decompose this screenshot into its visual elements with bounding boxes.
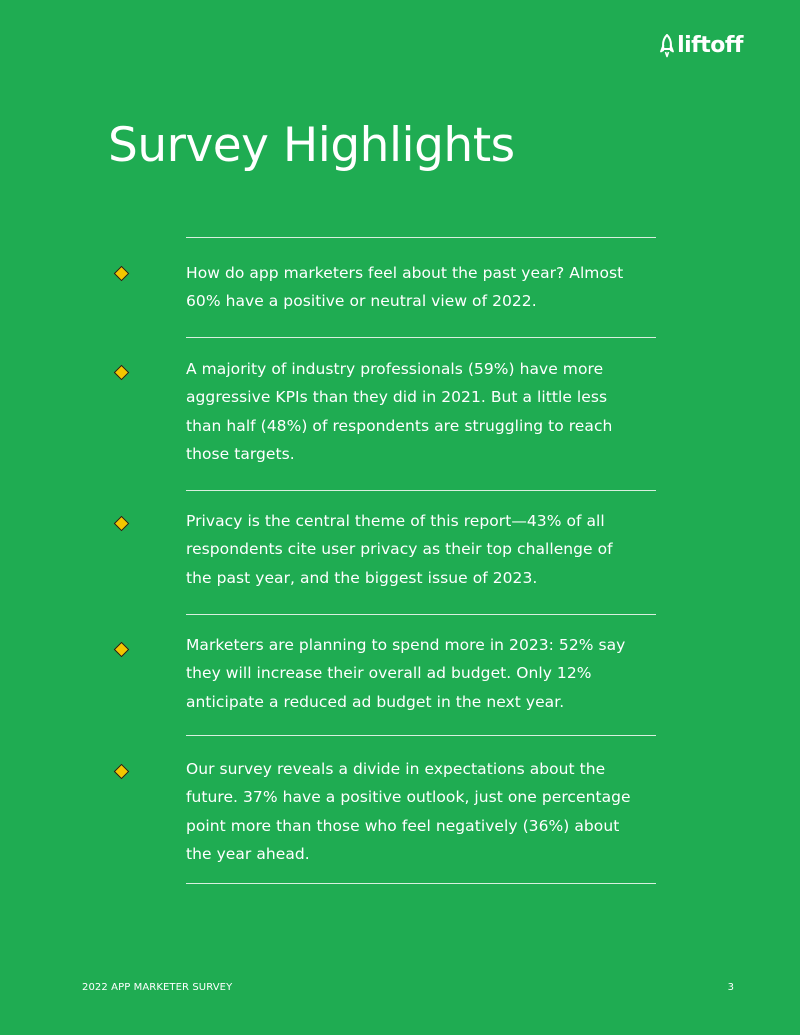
footer-label: 2022 APP MARKETER SURVEY <box>82 982 233 993</box>
highlight-item: Marketers are planning to spend more in 2023: 52% say they will increase their overall ad budget. Only 12% anticipate a reduced ad budget in the next year. <box>186 636 626 711</box>
highlight-item: Privacy is the central theme of this report—43% of all respondents cite user privacy as their top challenge of the past year, and the biggest issue of 2023. <box>186 512 613 587</box>
divider <box>186 883 656 884</box>
diamond-bullet-icon <box>114 642 130 658</box>
page-title: Survey Highlights <box>108 118 515 173</box>
divider <box>186 735 656 736</box>
brand-logo <box>660 34 743 58</box>
brand-name: liftoff <box>677 33 743 58</box>
divider <box>186 337 656 338</box>
diamond-bullet-icon <box>114 764 130 780</box>
divider <box>186 237 656 238</box>
rocket-icon <box>660 34 674 58</box>
highlight-item: A majority of industry professionals (59%) have more aggressive KPIs than they did in 2021. But a little less than half (48%) of respondents are struggling to reach those targets. <box>186 360 613 463</box>
page-number: 3 <box>727 982 734 993</box>
diamond-bullet-icon <box>114 516 130 532</box>
diamond-bullet-icon <box>114 266 130 282</box>
divider <box>186 614 656 615</box>
diamond-bullet-icon <box>114 365 130 381</box>
divider <box>186 490 656 491</box>
highlight-item: Our survey reveals a divide in expectations about the future. 37% have a positive outlook, just one percentage point more than those who feel negatively (36%) about the year ahead. <box>186 760 631 863</box>
highlight-item: How do app marketers feel about the past year? Almost 60% have a positive or neutral view of 2022. <box>186 264 624 311</box>
